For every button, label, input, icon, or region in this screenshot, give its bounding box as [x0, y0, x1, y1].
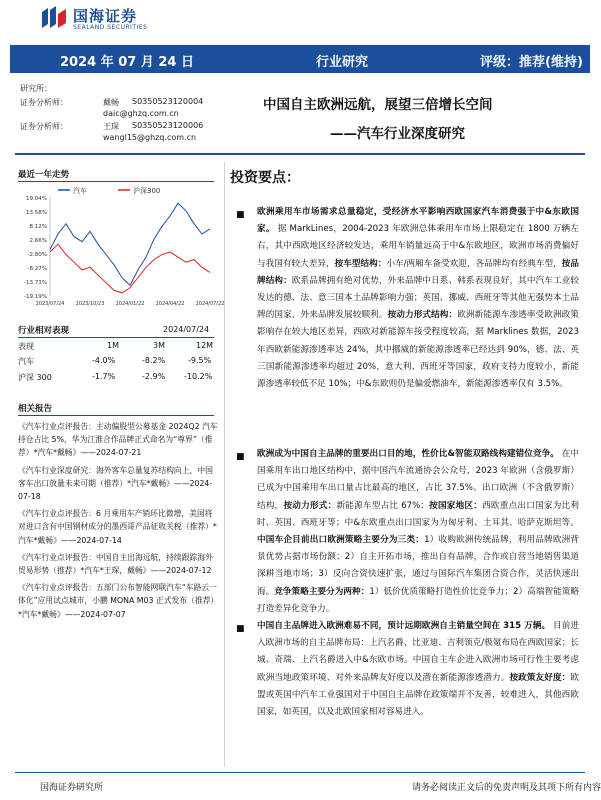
y-tick-label: 19.04%: [26, 196, 47, 202]
x-tick-label: 2024/01/22: [115, 301, 145, 307]
footer-divider: [15, 772, 585, 773]
trend-heading: 最近一年走势: [18, 170, 70, 180]
cell-3m: -8.2%: [142, 356, 166, 365]
analyst-name: 戴畅: [103, 98, 119, 107]
header-bar: [10, 45, 590, 73]
col-header: 3M: [153, 341, 165, 350]
logo-subtext: SEALAND SECURITIES: [73, 24, 148, 31]
report-type: 行业研究: [316, 55, 369, 70]
analyst-email[interactable]: wangl15@ghzq.com.cn: [103, 133, 197, 142]
section-label: 按动力形式结构：: [387, 310, 458, 321]
y-tick-label: -13.73%: [24, 280, 47, 287]
report-subtitle: ——汽车行业深度研究: [330, 126, 465, 142]
related-report-link[interactable]: 《汽车行业深度研究：海外客车总量复苏结构向上，中国客车出口放量未来可期（推荐）*汽车*戴畅》——2024-07-18: [18, 465, 213, 502]
cell-3m: -2.9%: [142, 372, 166, 381]
section-text: 小车/两厢车备受欢迎，各品牌均有经典车型，: [386, 258, 562, 269]
y-tick-label: -2.80%: [27, 251, 47, 258]
section-lead: 欧洲成为中国自主品牌的重要出口目的地，性价比&智能双路线构建错位竞争。: [257, 449, 559, 459]
report-rating: 评级：推荐(维持): [480, 55, 583, 70]
bullet-square-icon: ■: [236, 210, 245, 220]
section-text: 欧洲新能源车渗透率受欧洲政策影响存在较大地区差异，西欧对新能源车接受程度较高，据 Marklines 数据，2023 年西欧新能源渗透率达 24%，其中挪威的新能源渗透率已经达到 90%，德、法、英三国新能源渗透率均超过 20%，意大利、西班牙等国家，政府支持力度较小，新能源渗透率较低不足 10%；中&东欧则仍是偏爱燃油车，新能源渗透率仅有 3.5%。: [257, 310, 579, 390]
trend-divider: [18, 181, 214, 182]
report-date: 2024 年 07 月 24 日: [60, 55, 194, 70]
logo-mark-icon: [40, 6, 68, 30]
section-text: 新能源车型占比 67%；: [336, 500, 429, 511]
related-list: [18, 420, 218, 625]
performance-date: 2024/07/24: [163, 325, 210, 334]
key-points-heading: 投资要点：: [230, 170, 300, 186]
y-tick-label: -19.19%: [24, 294, 47, 300]
y-tick-label: 2.66%: [29, 237, 47, 244]
x-tick-label: 2024/07/22: [195, 301, 225, 307]
key-point-section: [257, 204, 579, 393]
performance-header-row: [18, 341, 214, 353]
series-line: [50, 203, 210, 285]
header-divider: [15, 153, 585, 155]
related-divider: [18, 415, 214, 416]
cell-12m: -9.5%: [188, 356, 212, 365]
section-label: 按动力形式：: [283, 500, 337, 511]
section-text: 目前进入欧洲市场的自主品牌布局：上汽名爵、比亚迪、吉利领克/极氪布局在西欧国家；长城、奇瑞、上汽名爵进入中&东欧市场。中国自主车企进入欧洲市场可行性主要考虑欧洲当地政策环境、对外来品牌友好度以及潜在新能源渗透潜力。: [257, 621, 579, 683]
section-lead: 中国自主品牌进入欧洲难易不同，预计远期欧洲自主销量空间在 315 万辆。: [257, 621, 551, 631]
section-text: 据 MarkLines，2004-2023 年欧洲总体乘用车市场上限稳定在 1800 万辆左右，其中西欧地区经济较发达，乘用车销量远高于中&东欧地区，欧洲市场消费偏好与我国有较大差异，: [257, 224, 580, 269]
analyst-code: S0350523120004: [132, 97, 204, 106]
section-text: 欧盟或英国中汽车工业强国对于中国自主品牌在政策端并不友善，较难进入，其他西欧国家，如英国，以及北欧国家相对容易进入。: [257, 672, 579, 718]
related-report-link[interactable]: 《汽车行业点评报告：主动偏股型公募基金 2024Q2 汽车持仓占比 5%，华为江淮合作品牌正式命名为“尊界”（推荐）*汽车*戴畅》——2024-07-21: [18, 422, 218, 458]
logo-text: 国海证券: [73, 7, 138, 25]
section-text: 1）收购欧洲传统品牌，利用品牌欧洲背景优势占据市场份额；2）自主开拓市场，推出自有品牌，合作或自营当地销售渠道深耕当地市场；3）反向合资快速扩张，通过与国际汽车集团合资合作，灵活快速出海。: [257, 535, 579, 597]
section-lead: 欧洲乘用车市场需求总量稳定，受经济水平影响西欧国家汽车消费强于中&东欧国家。: [257, 207, 579, 235]
analyst-name: 王琛: [103, 122, 119, 131]
performance-heading: 行业相对表现: [18, 326, 70, 336]
section-label: 按品牌结构：: [257, 258, 579, 286]
analyst-role: 证券分析师：: [20, 98, 68, 107]
section-label: 按政策友好度：: [509, 672, 571, 683]
analyst-role: 证券分析师：: [20, 122, 68, 131]
related-report-link[interactable]: 《汽车行业点评报告：6 月乘用车产销环比微增，美国将对进口含有中国钢材成分的墨西哥产品征收关税（推荐）*汽车*戴畅》——2024-07-14: [18, 509, 217, 545]
x-tick-label: 2023/07/24: [35, 301, 65, 307]
footer-disclaimer: 请务必阅读正文后的免责声明及其项下所有内容: [412, 783, 601, 793]
related-heading: 相关报告: [18, 404, 53, 414]
related-report-link[interactable]: 《汽车行业点评报告：中国自主出海远航，持续跟踪海外贸易形势（推荐）*汽车*王琛，戴畅》——2024-07-12: [18, 552, 213, 576]
y-tick-label: 8.12%: [29, 223, 47, 230]
section-text: 1）低价优质策略打造性价比竞争力；2）高端智能策略打造差异化竞争力。: [257, 586, 579, 614]
bullet-square-icon: ■: [236, 452, 245, 462]
cell-1m: -1.7%: [92, 372, 116, 381]
cell-1m: -4.0%: [92, 356, 116, 365]
footer-institute: 国海证券研究所: [40, 783, 104, 793]
section-label: 中国车企目前出口欧洲策略主要分为三类：: [257, 535, 425, 546]
table-row: [18, 356, 214, 368]
section-text: 欧系品牌拥有绝对优势，外来品牌中日系、韩系表现良好，其中汽车工业较发达的德、法、意三国本土品牌影响力强；英国、挪威、西班牙等其他无强势本土品牌的国家，外来品牌发展较顺利。: [257, 275, 579, 321]
col-header: 表现: [18, 342, 34, 351]
col-header: 1M: [107, 341, 119, 350]
performance-divider: [18, 337, 214, 338]
cell-12m: -10.2%: [184, 372, 213, 381]
key-point-section: [257, 446, 579, 618]
y-tick-label: 13.58%: [26, 209, 47, 216]
related-report-link[interactable]: 《汽车行业点评报告：五部门公布智能网联汽车“车路云一体化”应用试点城市，小鹏 MONA M03 正式发布（推荐）*汽车*戴畅》——2024-07-07: [18, 583, 217, 619]
row-label: 汽车: [18, 357, 34, 366]
legend-label: 沪深300: [133, 187, 161, 195]
bullet-square-icon: ■: [236, 624, 245, 634]
section-text: 西欧重点出口国家为比利时、英国、西班牙等；中&东欧重点出口国家为为匈牙利、土耳其、哈萨克斯坦等。: [257, 500, 579, 528]
x-tick-label: 2023/10/23: [75, 301, 105, 307]
y-tick-label: -8.27%: [27, 266, 47, 273]
key-point-section: [257, 618, 579, 721]
company-logo: [40, 4, 160, 34]
section-label: 按车型结构：: [334, 258, 387, 269]
row-label: 沪深 300: [18, 373, 52, 382]
col-header: 12M: [196, 341, 214, 350]
column-divider: [224, 162, 225, 767]
report-title: 中国自主欧洲远航，展望三倍增长空间: [263, 97, 493, 113]
analyst-email[interactable]: daic@ghzq.com.cn: [103, 109, 179, 118]
section-label: 竞争策略主要分为两种：: [274, 586, 370, 597]
section-text: 在中国乘用车出口地区结构中，据中国汽车流通协会公众号，2023 年欧洲（含俄罗斯）已成为中国乘用车出口量占比最高的地区，占比 37.5%。出口欧洲（不含俄罗斯）结构，: [257, 449, 579, 511]
table-row: [18, 372, 214, 384]
research-institute-label: 研究所：: [20, 84, 52, 93]
section-label: 按国家地区：: [428, 500, 483, 511]
legend-label: 汽车: [73, 187, 87, 195]
analyst-code: S0350523120006: [132, 121, 204, 130]
x-tick-label: 2024/04/22: [155, 301, 185, 307]
trend-chart: [18, 184, 225, 316]
